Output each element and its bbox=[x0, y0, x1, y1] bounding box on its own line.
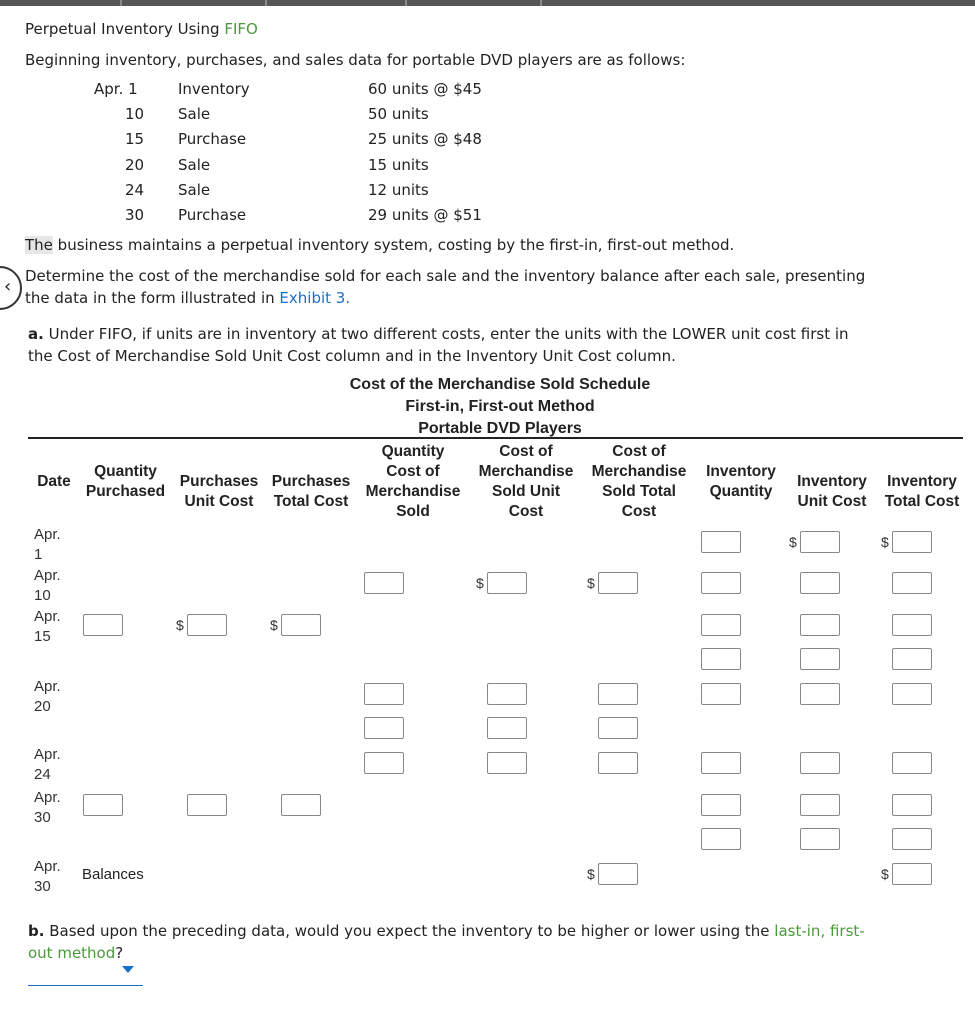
inv-total-cost-input[interactable] bbox=[892, 752, 932, 774]
part-a-line-1 bbox=[28, 324, 849, 344]
inv-unit-cost-input[interactable] bbox=[800, 648, 840, 670]
row-date-apr-30 bbox=[34, 788, 61, 828]
inv-quantity-input[interactable] bbox=[701, 683, 741, 705]
txn-type: Purchase bbox=[178, 130, 247, 148]
part-b-end: ? bbox=[115, 944, 124, 962]
date-month: Apr. bbox=[34, 526, 61, 543]
date-month: Apr. bbox=[34, 678, 61, 695]
answer-dropdown[interactable] bbox=[28, 985, 143, 986]
txn-date: Apr. 1 bbox=[94, 80, 138, 98]
highlight-word: The bbox=[25, 236, 53, 254]
sold-total-cost-input[interactable] bbox=[598, 717, 638, 739]
col-header-line: Unit Cost bbox=[184, 493, 254, 510]
inv-total-cost-input[interactable] bbox=[892, 794, 932, 816]
txn-detail: 50 units bbox=[368, 105, 429, 123]
row-date-apr-15 bbox=[34, 607, 61, 647]
qty-purchased-input[interactable] bbox=[83, 794, 123, 816]
col-sold-total-cost bbox=[583, 442, 695, 522]
determine-line-2 bbox=[25, 288, 350, 308]
purch-total-cost-input[interactable] bbox=[281, 794, 321, 816]
txn-date: 24 bbox=[125, 181, 145, 199]
col-inv-qty bbox=[695, 462, 787, 502]
col-header-line: Purchased bbox=[85, 483, 166, 500]
col-header-line: Purchases bbox=[271, 473, 351, 490]
sold-unit-cost-input[interactable] bbox=[487, 572, 527, 594]
col-purch-total-cost bbox=[265, 472, 357, 512]
row-date-apr-30-balances bbox=[34, 857, 61, 897]
part-a-line-2: the Cost of Merchandise Sold Unit Cost column and in the Inventory Unit Cost column. bbox=[28, 347, 676, 365]
qty-sold-input[interactable] bbox=[364, 572, 404, 594]
col-header-line: Total Cost bbox=[884, 493, 960, 510]
date-month: Apr. bbox=[34, 567, 61, 584]
date-day: 15 bbox=[34, 628, 51, 645]
inv-unit-cost-input[interactable] bbox=[800, 572, 840, 594]
col-purch-unit-cost bbox=[173, 472, 265, 512]
determine-text: the data in the form illustrated in bbox=[25, 289, 280, 307]
txn-type: Sale bbox=[178, 105, 211, 123]
txn-detail: 12 units bbox=[368, 181, 429, 199]
schedule-title: Cost of the Merchandise Sold Schedule bbox=[349, 376, 651, 393]
row-date-apr-10 bbox=[34, 566, 61, 606]
col-header-line: Cost of bbox=[386, 463, 440, 480]
col-header-line: Quantity bbox=[709, 483, 773, 500]
inv-quantity-input[interactable] bbox=[701, 572, 741, 594]
inv-total-cost-input[interactable] bbox=[892, 648, 932, 670]
qty-sold-input[interactable] bbox=[364, 717, 404, 739]
determine-line-1: Determine the cost of the merchandise sold for each sale and the inventory balance after each sale, presenting bbox=[25, 267, 866, 285]
sold-unit-cost-input[interactable] bbox=[487, 683, 527, 705]
dollar-sign: $ bbox=[176, 617, 184, 633]
date-day: 20 bbox=[34, 698, 51, 715]
dollar-sign: $ bbox=[789, 534, 797, 550]
txn-date: 10 bbox=[125, 105, 145, 123]
purch-total-cost-input[interactable] bbox=[281, 614, 321, 636]
inv-total-cost-input[interactable] bbox=[892, 828, 932, 850]
date-month: Apr. bbox=[34, 608, 61, 625]
col-header-line: Quantity bbox=[94, 463, 157, 480]
inv-unit-cost-input[interactable] bbox=[800, 752, 840, 774]
part-b-line-1 bbox=[28, 921, 865, 941]
col-header-line: Merchandise bbox=[365, 483, 461, 500]
qty-sold-input[interactable] bbox=[364, 752, 404, 774]
col-sold-unit-cost bbox=[469, 442, 583, 522]
system-rest: business maintains a perpetual inventory system, costing by the first-in, first-out method. bbox=[52, 236, 735, 254]
txn-date: 20 bbox=[125, 156, 145, 174]
inv-quantity-input[interactable] bbox=[701, 794, 741, 816]
system-text bbox=[25, 235, 734, 255]
top-bar bbox=[0, 0, 975, 6]
col-inv-total-cost bbox=[877, 472, 967, 512]
dollar-sign: $ bbox=[587, 866, 595, 882]
date-month: Apr. bbox=[34, 746, 61, 763]
txn-detail: 60 units @ $45 bbox=[368, 80, 482, 98]
row-date-apr-1 bbox=[34, 525, 61, 565]
inv-quantity-input[interactable] bbox=[701, 828, 741, 850]
fifo-link[interactable]: FIFO bbox=[224, 20, 258, 38]
inv-unit-cost-input[interactable] bbox=[800, 794, 840, 816]
lifo-link-cont[interactable]: out method bbox=[28, 944, 116, 962]
inv-total-cost-input[interactable] bbox=[892, 531, 932, 553]
date-month: Apr. bbox=[34, 789, 61, 806]
lifo-link[interactable]: last-in, first- bbox=[774, 922, 865, 940]
txn-date: 15 bbox=[125, 130, 145, 148]
sold-unit-cost-input[interactable] bbox=[487, 717, 527, 739]
txn-detail: 15 units bbox=[368, 156, 429, 174]
qty-sold-input[interactable] bbox=[364, 683, 404, 705]
inv-quantity-input[interactable] bbox=[701, 614, 741, 636]
dollar-sign: $ bbox=[270, 617, 278, 633]
part-b-label: b. bbox=[28, 922, 45, 940]
sold-total-cost-input[interactable] bbox=[598, 572, 638, 594]
dollar-sign: $ bbox=[881, 866, 889, 882]
col-header-line: Merchandise bbox=[478, 463, 574, 480]
inv-quantity-input[interactable] bbox=[701, 648, 741, 670]
txn-type: Inventory bbox=[178, 80, 250, 98]
col-header-line: Inventory bbox=[887, 473, 957, 490]
txn-type: Sale bbox=[178, 181, 211, 199]
dollar-sign: $ bbox=[587, 575, 595, 591]
col-qty-purchased bbox=[78, 462, 173, 502]
table-rule bbox=[28, 437, 963, 439]
date-day: 10 bbox=[34, 587, 51, 604]
purch-unit-cost-input[interactable] bbox=[187, 614, 227, 636]
balances-label: Balances bbox=[82, 866, 144, 883]
dollar-sign: $ bbox=[881, 534, 889, 550]
col-header-line: Quantity bbox=[381, 443, 445, 460]
inv-total-cost-input[interactable] bbox=[892, 614, 932, 636]
col-header-line: Sold bbox=[396, 503, 430, 520]
part-b-line-2 bbox=[28, 943, 123, 963]
col-header-line: Cost bbox=[508, 503, 544, 520]
date-day: 24 bbox=[34, 766, 51, 783]
col-header-line: Sold Unit bbox=[491, 483, 561, 500]
schedule-method: First-in, First-out Method bbox=[405, 398, 595, 415]
row-date-apr-24 bbox=[34, 745, 61, 785]
part-a-label: a. bbox=[28, 325, 44, 343]
inv-unit-cost-input[interactable] bbox=[800, 683, 840, 705]
back-circle-icon[interactable]: ‹ bbox=[0, 266, 22, 310]
part-b-text: Based upon the preceding data, would you expect the inventory to be higher or lower using the bbox=[44, 922, 775, 940]
chevron-down-icon[interactable] bbox=[122, 966, 134, 973]
inv-unit-cost-input[interactable] bbox=[800, 828, 840, 850]
sold-unit-cost-input[interactable] bbox=[487, 752, 527, 774]
inv-quantity-input[interactable] bbox=[701, 752, 741, 774]
col-header-line: Total Cost bbox=[273, 493, 349, 510]
exhibit-link[interactable]: Exhibit 3. bbox=[279, 289, 351, 307]
date-day: 30 bbox=[34, 809, 51, 826]
sold-total-cost-input[interactable] bbox=[598, 752, 638, 774]
title-text: Perpetual Inventory Using bbox=[25, 20, 225, 38]
total-cost-sold-input[interactable] bbox=[598, 863, 638, 885]
col-header-line: Inventory bbox=[706, 463, 776, 480]
col-qty-sold bbox=[357, 442, 469, 522]
col-header-line: Cost of bbox=[612, 443, 666, 460]
col-header-line: Inventory bbox=[797, 473, 867, 490]
inv-unit-cost-input[interactable] bbox=[800, 614, 840, 636]
inv-total-cost-input[interactable] bbox=[892, 683, 932, 705]
ending-inventory-input[interactable] bbox=[892, 863, 932, 885]
col-date: Date bbox=[37, 473, 71, 490]
txn-date: 30 bbox=[125, 206, 145, 224]
col-header-line: Merchandise bbox=[591, 463, 687, 480]
date-month: Apr. bbox=[34, 858, 61, 875]
inv-quantity-input[interactable] bbox=[701, 531, 741, 553]
sold-total-cost-input[interactable] bbox=[598, 683, 638, 705]
inv-unit-cost-input[interactable] bbox=[800, 531, 840, 553]
txn-type: Sale bbox=[178, 156, 211, 174]
inv-total-cost-input[interactable] bbox=[892, 572, 932, 594]
qty-purchased-input[interactable] bbox=[83, 614, 123, 636]
date-day: 30 bbox=[34, 878, 51, 895]
txn-detail: 25 units @ $48 bbox=[368, 130, 482, 148]
col-header-line: Sold Total bbox=[602, 483, 676, 500]
col-inv-unit-cost bbox=[787, 472, 877, 512]
purch-unit-cost-input[interactable] bbox=[187, 794, 227, 816]
col-header-line: Purchases bbox=[179, 473, 259, 490]
col-header-line: Cost bbox=[621, 503, 657, 520]
col-header-line: Cost of bbox=[499, 443, 553, 460]
txn-detail: 29 units @ $51 bbox=[368, 206, 482, 224]
date-day: 1 bbox=[34, 546, 43, 563]
page-title bbox=[25, 19, 258, 39]
txn-type: Purchase bbox=[178, 206, 247, 224]
col-header-line: Unit Cost bbox=[797, 493, 867, 510]
schedule-product: Portable DVD Players bbox=[418, 420, 582, 437]
dollar-sign: $ bbox=[476, 575, 484, 591]
row-date-apr-20 bbox=[34, 677, 61, 717]
part-a-text: Under FIFO, if units are in inventory at two different costs, enter the units with the LOWER unit cost first in bbox=[43, 325, 849, 343]
intro-text: Beginning inventory, purchases, and sales data for portable DVD players are as follows: bbox=[25, 51, 686, 69]
